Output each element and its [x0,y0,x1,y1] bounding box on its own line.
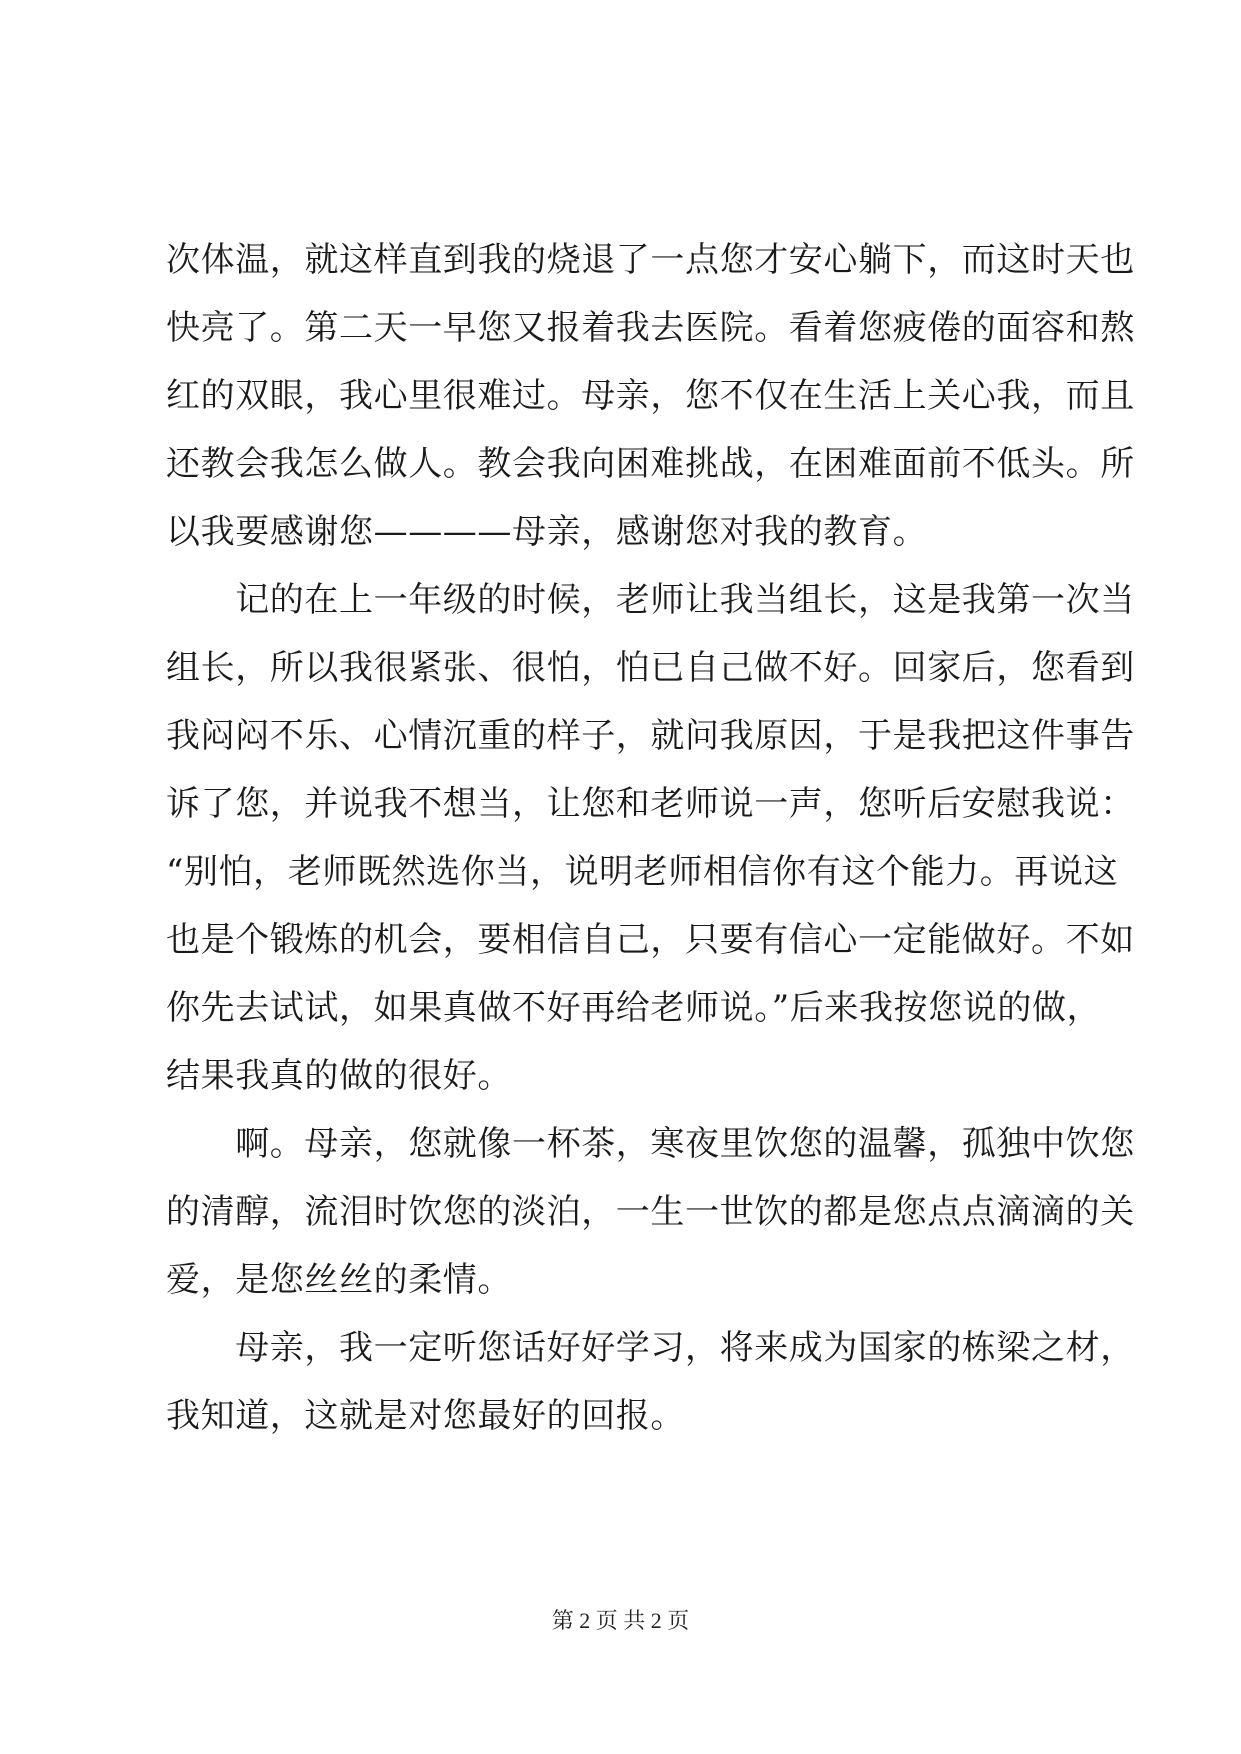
text-line: 快亮了。第二天一早您又报着我去医院。看着您疲倦的面容和熬 [166,308,1135,348]
text-line: 以我要感谢您————母亲，感谢您对我的教育。 [166,512,928,552]
text-line: 也是个锻炼的机会，要相信自己，只要有信心一定能做好。不如 [166,920,1135,960]
text-line: “别怕，老师既然选你当，说明老师相信你有这个能力。再说这 [166,852,1119,892]
text-line: 记的在上一年级的时候，老师让我当组长，这是我第一次当 [166,580,1135,620]
text-line: 次体温，就这样直到我的烧退了一点您才安心躺下，而这时天也 [166,240,1135,280]
text-line: 你先去试试，如果真做不好再给老师说。”后来我按您说的做， [166,988,1102,1028]
text-line: 我知道，这就是对您最好的回报。 [166,1396,685,1436]
text-line: 啊。母亲，您就像一杯茶，寒夜里饮您的温馨，孤独中饮您 [166,1124,1135,1164]
text-line: 诉了您，并说我不想当，让您和老师说一声，您听后安慰我说： [166,784,1135,824]
text-line: 红的双眼，我心里很难过。母亲，您不仅在生活上关心我，而且 [166,376,1135,416]
text-line: 结果我真的做的很好。 [166,1056,512,1096]
text-line: 母亲，我一定听您话好好学习，将来成为国家的栋梁之材， [166,1328,1135,1368]
text-line: 我闷闷不乐、心情沉重的样子，就问我原因，于是我把这件事告 [166,716,1135,756]
text-line: 爱，是您丝丝的柔情。 [166,1260,512,1300]
page-number-footer: 第 2 页 共 2 页 [551,1608,690,1633]
document-body [166,226,1135,1450]
text-line: 的清醇，流泪时饮您的淡泊，一生一世饮的都是您点点滴滴的关 [166,1192,1135,1232]
text-line: 还教会我怎么做人。教会我向困难挑战，在困难面前不低头。所 [166,444,1135,484]
text-line: 组长，所以我很紧张、很怕，怕已自己做不好。回家后，您看到 [166,648,1135,688]
